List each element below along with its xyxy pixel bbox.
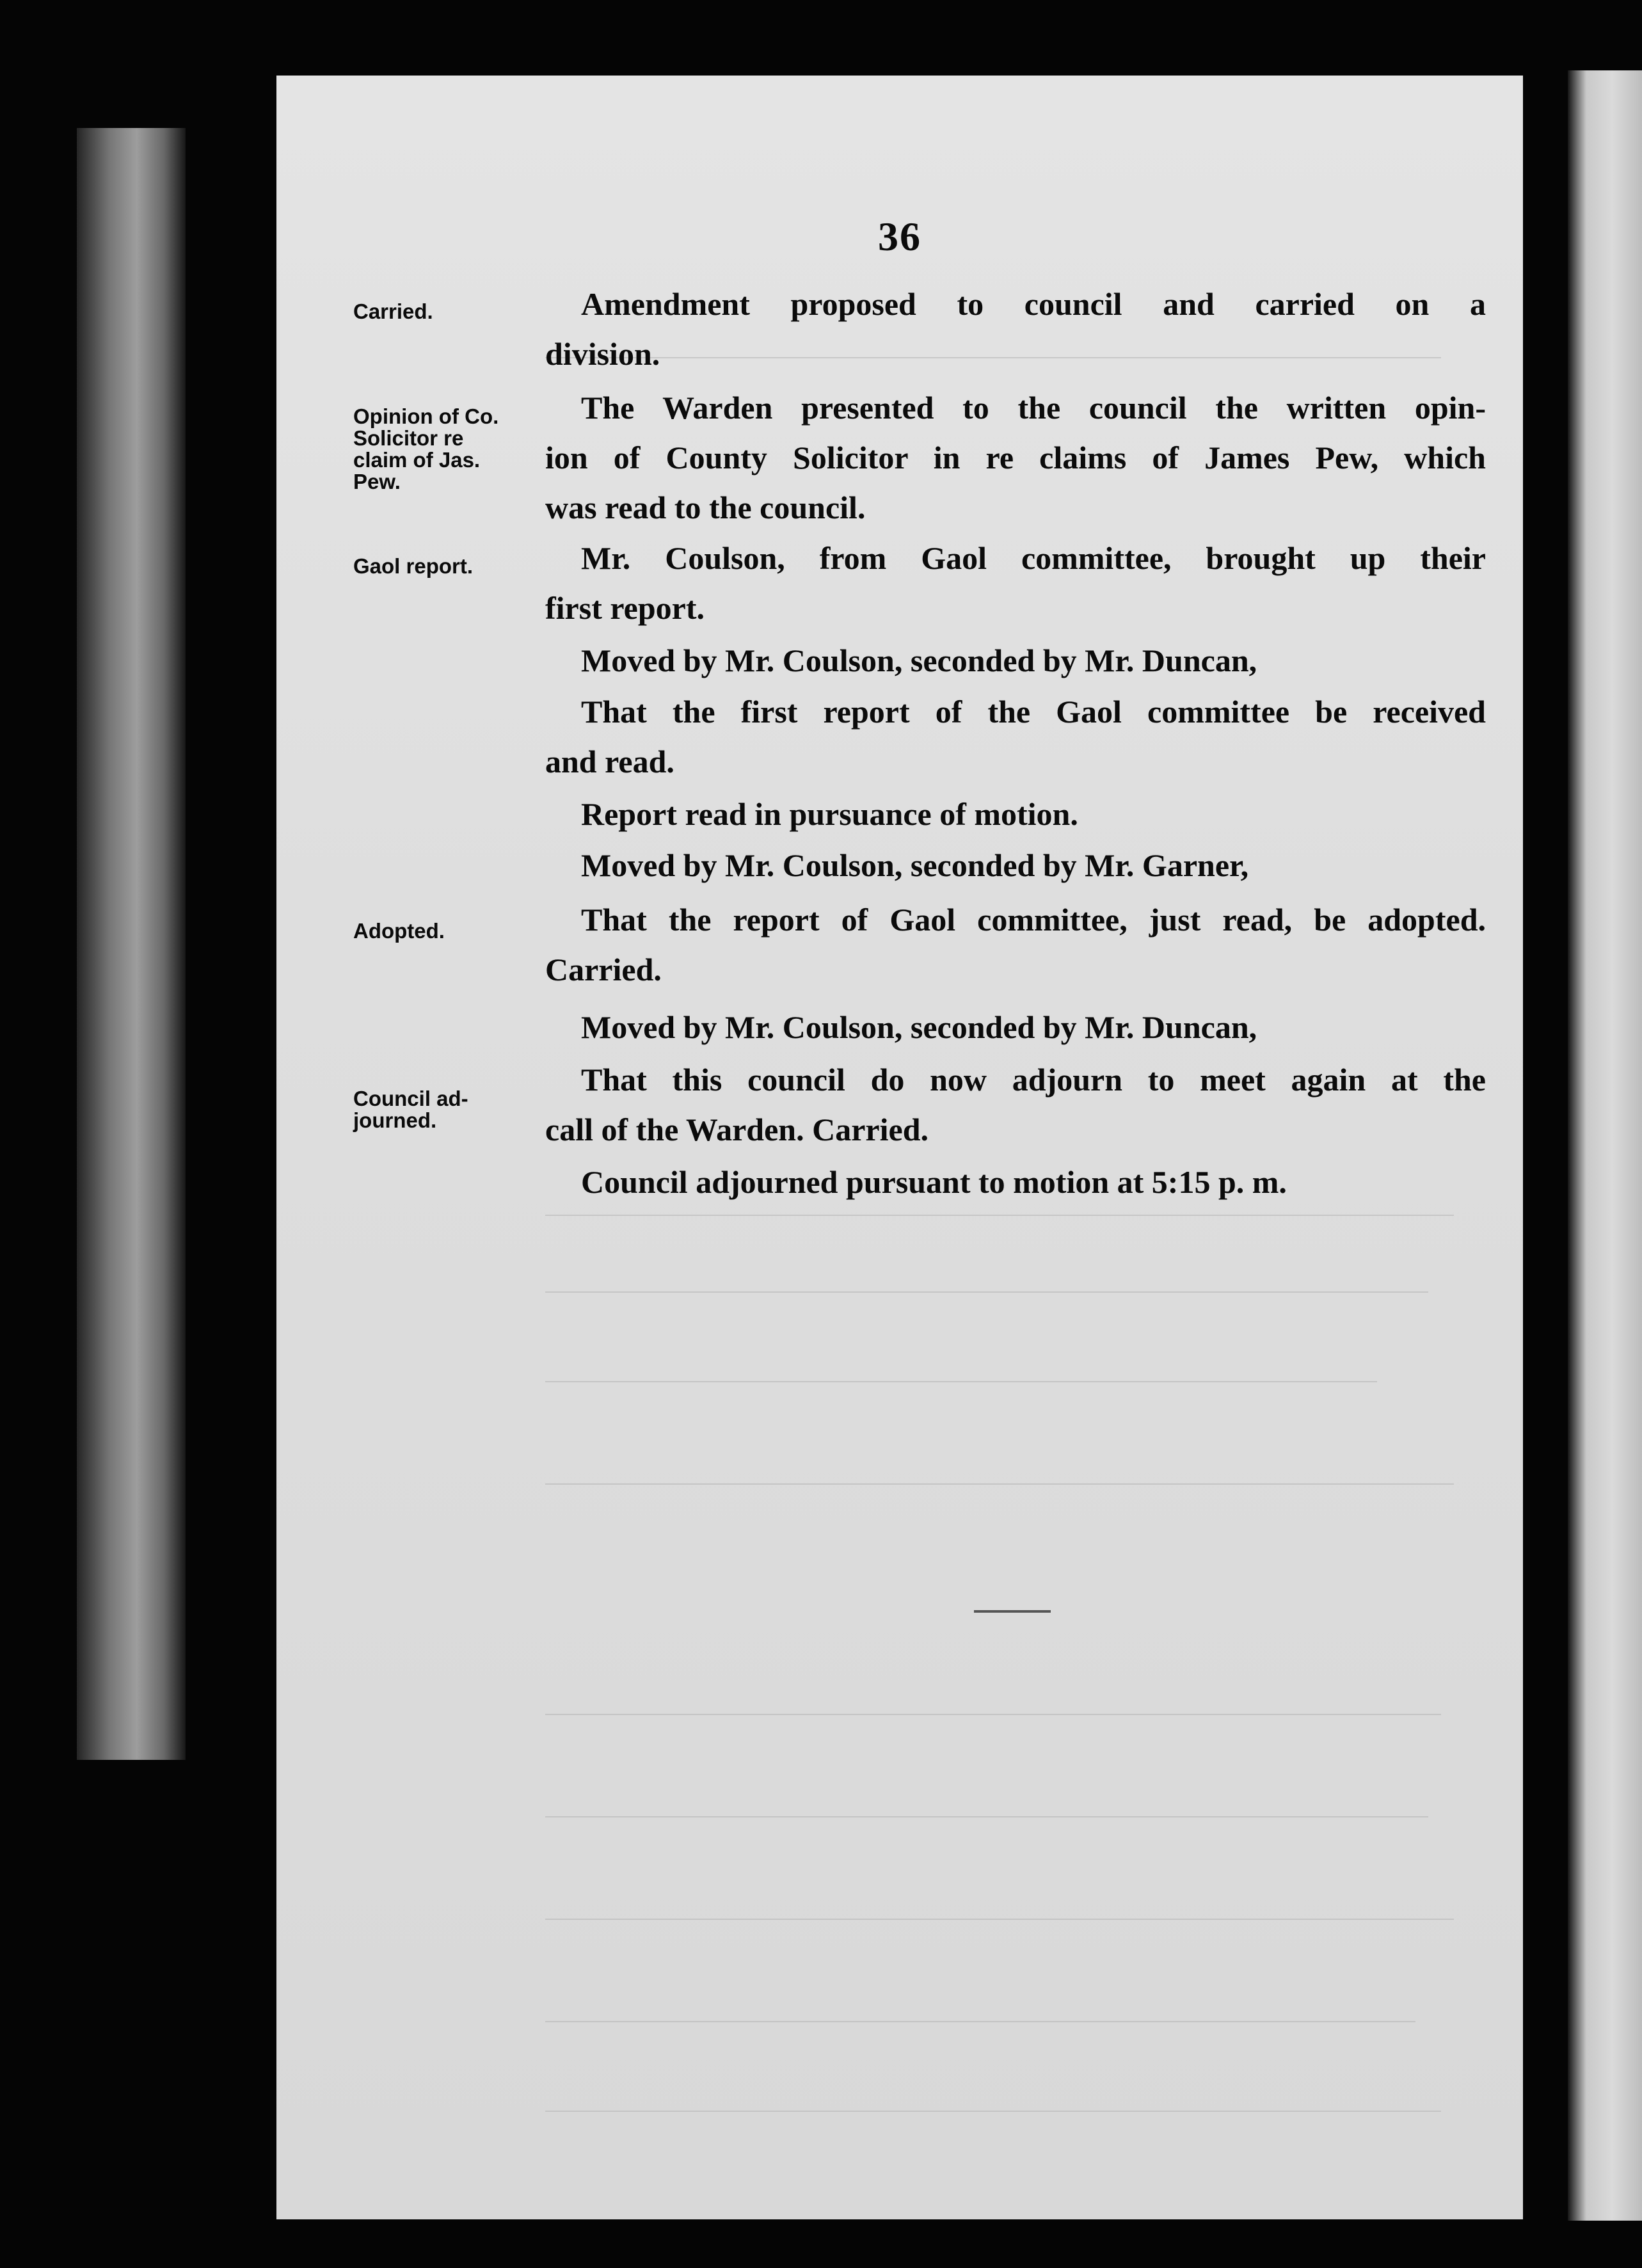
motion-moved-2 xyxy=(545,840,1486,890)
amendment-line-2: division. xyxy=(545,336,660,372)
adopt-line-1: That the report of Gaol committee, just read, be adopted. xyxy=(581,902,1486,938)
paragraph-adopt-report xyxy=(545,895,1486,994)
margin-note-gaol-report: Gaol report. xyxy=(353,554,474,578)
amendment-line-1: Amendment proposed to council and carried on a xyxy=(581,286,1486,322)
margin-note-opinion: Opinion of Co. Solicitor re claim of Jas. Pew. xyxy=(353,404,499,493)
paragraph-gaol-report xyxy=(545,533,1486,633)
paragraph-warden-opinion xyxy=(545,383,1486,532)
final-text: Council adjourned pursuant to motion at 5:15 p. m. xyxy=(581,1164,1287,1200)
warden-line-3: was read to the council. xyxy=(545,490,866,525)
paragraph-receive-report xyxy=(545,687,1486,787)
margin-note-adopted: Adopted. xyxy=(353,919,445,943)
coulson-line-1: Mr. Coulson, from Gaol committee, brought up their xyxy=(581,540,1486,576)
bleed-through-line xyxy=(545,1919,1454,1920)
adjourn-line-1: That this council do now adjourn to meet again at the xyxy=(581,1062,1486,1098)
section-divider-rule xyxy=(974,1610,1051,1613)
bleed-through-line xyxy=(545,1483,1454,1485)
next-page-edge xyxy=(1568,70,1642,2221)
that-first-line-1: That the first report of the Gaol committee be received xyxy=(581,694,1486,730)
bleed-through-line xyxy=(545,1381,1377,1382)
bleed-through-line xyxy=(545,2021,1415,2022)
previous-page-edge xyxy=(77,128,186,1760)
bleed-through-line xyxy=(545,1291,1428,1293)
moved-2-text: Moved by Mr. Coulson, seconded by Mr. Garner, xyxy=(581,847,1249,883)
warden-line-2: ion of County Solicitor in re claims of James Pew, which xyxy=(545,440,1486,475)
bleed-through-line xyxy=(545,1215,1454,1216)
adjourn-line-2: call of the Warden. Carried. xyxy=(545,1112,929,1147)
warden-line-1: The Warden presented to the council the written opin- xyxy=(581,390,1486,426)
page-number: 36 xyxy=(878,214,921,259)
bleed-through-line xyxy=(545,1816,1428,1817)
coulson-line-2: first report. xyxy=(545,590,705,626)
final-adjournment-line xyxy=(545,1157,1486,1207)
moved-1-text: Moved by Mr. Coulson, seconded by Mr. Duncan, xyxy=(581,643,1257,678)
margin-note-adjourned: Council ad- journed. xyxy=(353,1087,468,1132)
bleed-through-line xyxy=(545,1714,1441,1715)
paragraph-amendment xyxy=(545,279,1486,379)
motion-moved-3 xyxy=(545,1002,1486,1052)
that-first-line-2: and read. xyxy=(545,744,674,779)
report-read-line xyxy=(545,789,1486,839)
adopt-line-2: Carried. xyxy=(545,952,662,987)
paragraph-adjourn xyxy=(545,1055,1486,1154)
motion-moved-1 xyxy=(545,635,1486,685)
book-page xyxy=(276,76,1523,2219)
margin-note-carried: Carried. xyxy=(353,299,433,323)
moved-3-text: Moved by Mr. Coulson, seconded by Mr. Duncan, xyxy=(581,1009,1257,1045)
bleed-through-line xyxy=(545,2111,1441,2112)
report-read-text: Report read in pursuance of motion. xyxy=(581,796,1078,832)
